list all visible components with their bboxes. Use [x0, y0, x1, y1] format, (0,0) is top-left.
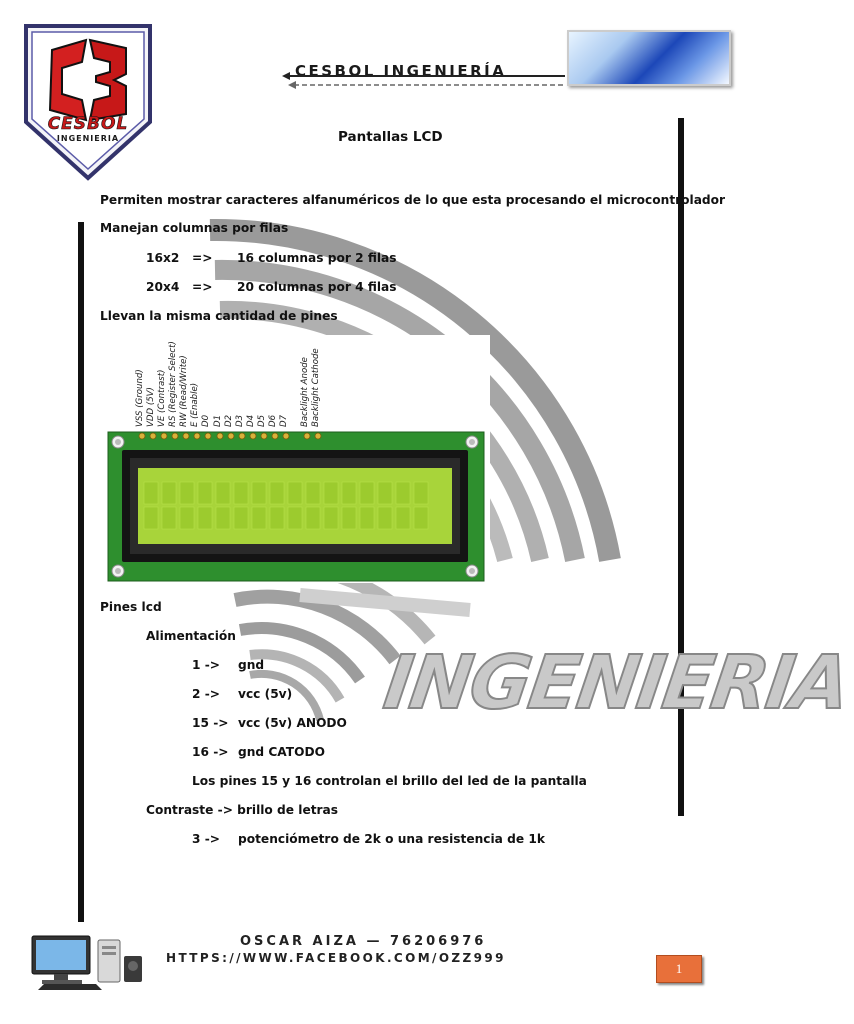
power-item-desc: gnd	[238, 658, 265, 672]
contrast-heading: Contraste -> brillo de letras	[146, 803, 339, 817]
paragraph-1: Permiten mostrar caracteres alfanuméricos de lo que esta procesando el microcontrolador	[100, 193, 726, 207]
pin-label: D3	[235, 414, 245, 427]
pin-label: D5	[257, 414, 267, 427]
power-heading: Alimentación	[146, 629, 236, 643]
pin-label: D0	[201, 414, 211, 427]
size-16x2-desc: 16 columnas por 2 filas	[237, 251, 397, 265]
pin-label: D7	[279, 414, 289, 427]
power-item-num: 16 ->	[192, 745, 229, 759]
logo-shield-icon	[22, 22, 154, 182]
size-20x4-arrow: =>	[192, 280, 213, 294]
header-image	[567, 30, 731, 86]
power-item-num: 15 ->	[192, 716, 229, 730]
page-title: Pantallas LCD	[338, 129, 443, 145]
power-item-num: 2 ->	[192, 687, 220, 701]
pin-label: RS (Register Select)	[168, 341, 178, 427]
contrast-item-num: 3 ->	[192, 832, 220, 846]
paragraph-3: Llevan la misma cantidad de pines	[100, 309, 338, 323]
logo	[22, 22, 154, 182]
footer-author: OSCAR AIZA — 76206976	[240, 934, 487, 949]
pin-label: Backlight Cathode	[311, 348, 321, 427]
pin-label: RW (Read/Write)	[179, 355, 189, 427]
pin-label: VE (Contrast)	[157, 369, 167, 427]
power-item-num: 1 ->	[192, 658, 220, 672]
contrast-item-desc: potenciómetro de 2k o una resistencia de 1k	[238, 832, 545, 846]
left-vertical-bar	[78, 222, 84, 922]
power-item-desc: vcc (5v)	[238, 687, 293, 701]
size-16x2-arrow: =>	[192, 251, 213, 265]
size-16x2-code: 16x2	[146, 251, 180, 265]
brightness-note: Los pines 15 y 16 controlan el brillo del led de la pantalla	[192, 774, 587, 788]
lcd-pin-labels	[106, 335, 490, 430]
power-item-desc: vcc (5v) ANODO	[238, 716, 347, 730]
pin-label: VSS (Ground)	[135, 369, 145, 427]
footer-link[interactable]: HTTPS://WWW.FACEBOOK.COM/OZZ999	[166, 951, 506, 965]
pin-label: Backlight Anode	[300, 357, 310, 427]
computer-icon	[26, 930, 150, 992]
pin-label: E (Enable)	[190, 382, 200, 427]
lcd-board	[106, 430, 490, 583]
pin-label: D2	[224, 414, 234, 427]
size-20x4-code: 20x4	[146, 280, 180, 294]
logo-text-main: CESBOL	[47, 114, 129, 134]
header-arrows	[280, 70, 570, 92]
power-item-desc: gnd CATODO	[238, 745, 325, 759]
pin-label: D1	[213, 414, 223, 427]
page-number: 1	[656, 955, 702, 983]
pins-heading: Pines lcd	[100, 600, 162, 614]
logo-text-sub: INGENIERIA	[56, 134, 120, 143]
header-brand: CESBOL INGENIERÍA	[295, 62, 507, 80]
pin-label: D4	[246, 414, 256, 427]
paragraph-2: Manejan columnas por filas	[100, 221, 289, 235]
watermark-text: INGENIERIA	[378, 640, 854, 726]
lcd-image	[106, 335, 490, 583]
pin-label: VDD (5V)	[146, 387, 156, 427]
pin-label: D6	[268, 414, 278, 427]
size-20x4-desc: 20 columnas por 4 filas	[237, 280, 397, 294]
